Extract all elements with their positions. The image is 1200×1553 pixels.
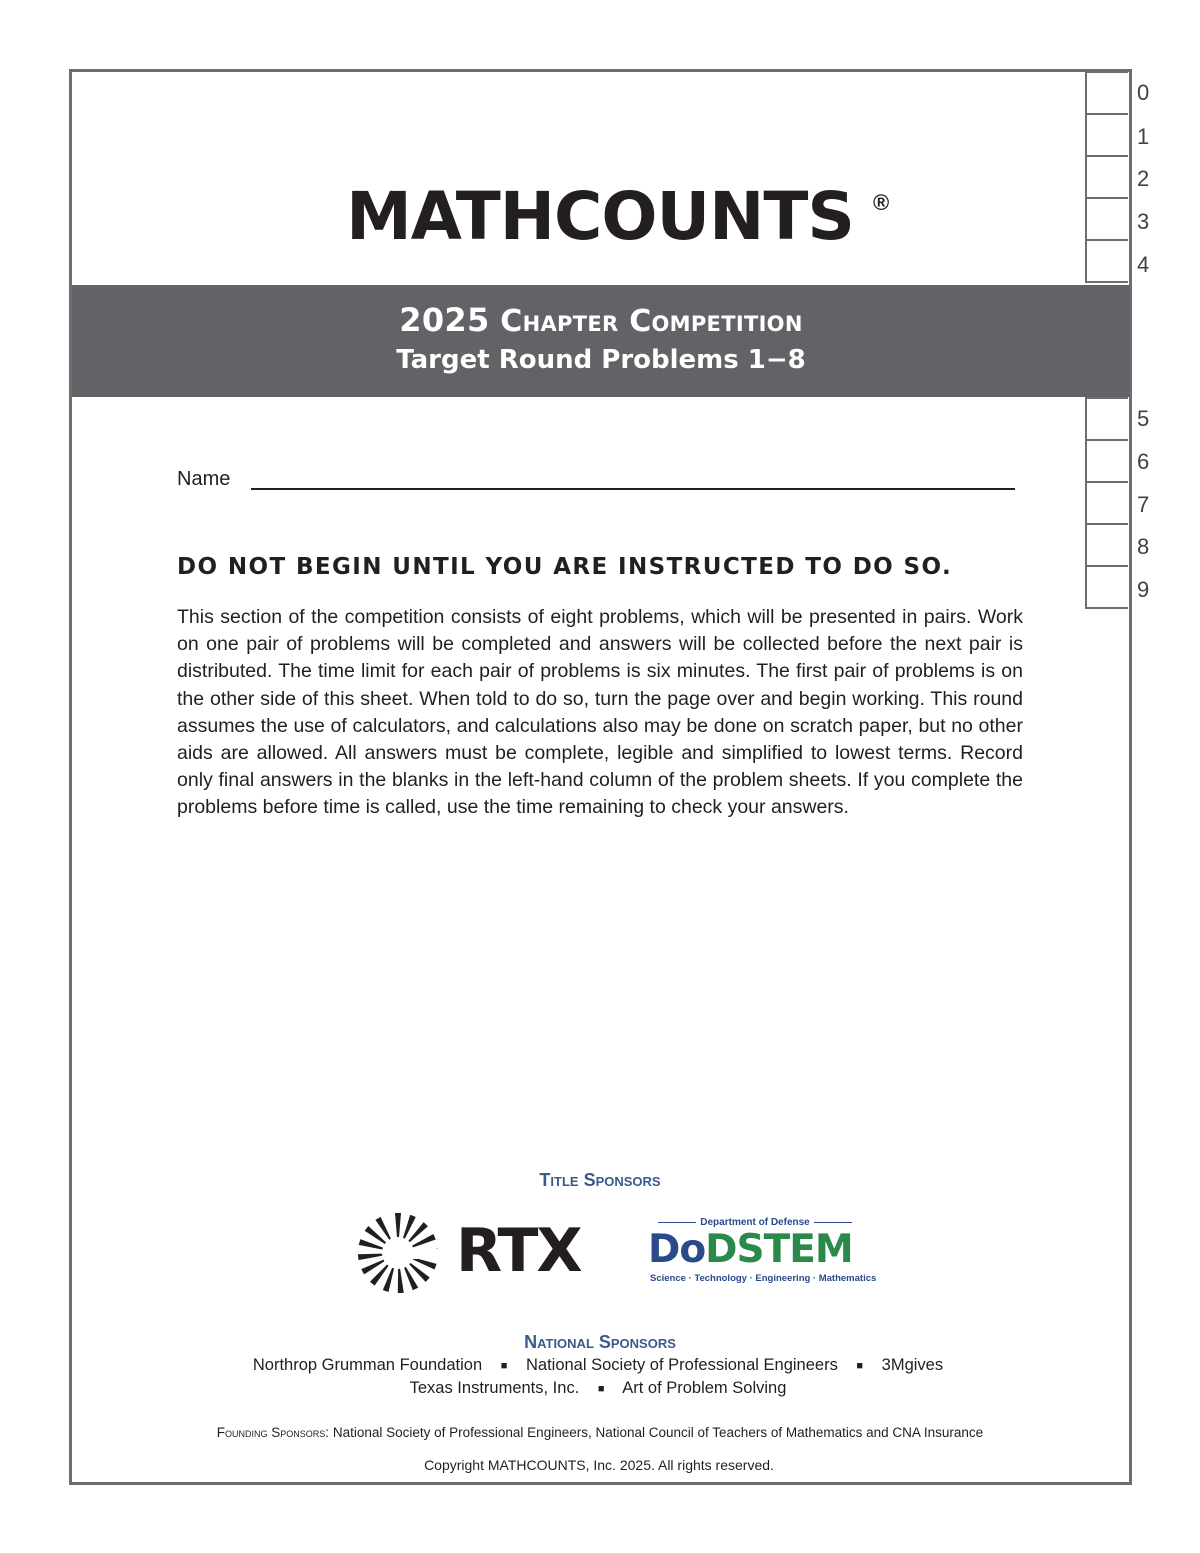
competition-name: Chapter Competition: [500, 304, 803, 339]
score-box[interactable]: [1085, 481, 1128, 523]
score-digit: 6: [1137, 449, 1150, 474]
dod-tagline: Science · Technology · Engineering · Mathematics: [650, 1273, 877, 1284]
separator-icon: ■: [856, 1359, 864, 1372]
competition-year: 2025: [399, 301, 490, 339]
mathcounts-logo: [0, 178, 1200, 255]
sponsor-name: Northrop Grumman Foundation: [252, 1356, 483, 1374]
sponsor-name: Texas Instruments, Inc.: [409, 1379, 580, 1397]
score-box[interactable]: [1085, 155, 1128, 197]
score-digit: 0: [1137, 80, 1150, 105]
score-digit: 2: [1137, 166, 1150, 191]
score-box[interactable]: [1085, 113, 1128, 155]
founding-sponsors-label: Founding Sponsors:: [216, 1425, 330, 1440]
dodstem-logo: [648, 1217, 877, 1287]
score-boxes-top: [1085, 71, 1128, 283]
score-digit: 8: [1137, 534, 1150, 559]
score-digit: 3: [1137, 209, 1150, 234]
warning-heading: DO NOT BEGIN UNTIL YOU ARE INSTRUCTED TO DO SO.: [177, 554, 953, 580]
registered-mark: ®: [873, 190, 890, 215]
rtx-logo-text: RTX: [456, 1216, 581, 1286]
score-box[interactable]: [1085, 565, 1128, 609]
founding-sponsors: [0, 1425, 1200, 1440]
score-box[interactable]: [1085, 239, 1128, 283]
copyright-notice: Copyright MATHCOUNTS, Inc. 2025. All rights reserved.: [424, 1457, 774, 1473]
logo-text: MATHCOUNTS: [346, 178, 854, 255]
score-box[interactable]: [1085, 197, 1128, 239]
separator-icon: ■: [597, 1382, 605, 1395]
title-band: [72, 285, 1130, 397]
score-digit: 1: [1137, 124, 1150, 149]
instructions-paragraph: This section of the competition consists of eight problems, which will be presented in pairs. Work on one pair of problems will be completed and answers will be collected before the next pair is distributed. The time limit for each pair of problems is six minutes. The first pair of problems is on the other side of this sheet. When told to do so, turn the page over and begin working. This round assumes the use of calculators, and calculations also may be done on scratch paper, but no other aids are allowed. All answers must be complete, legible and simplified to lowest terms. Record only final answers in the blanks in the left-hand column of the problem sheets. If you complete the problems before time is called, use the time remaining to check your answers.: [177, 606, 1023, 819]
score-digit: 7: [1137, 492, 1150, 517]
competition-title: [72, 301, 1130, 339]
name-field[interactable]: [251, 488, 1015, 490]
sponsor-name: 3Mgives: [881, 1356, 944, 1374]
national-sponsors-line-1: [0, 1356, 1196, 1375]
title-sponsors-heading: Title Sponsors: [539, 1170, 661, 1190]
dod-department-label: Department of Defense: [648, 1217, 862, 1228]
round-title: Target Round Problems 1−8: [396, 345, 806, 375]
separator-icon: ■: [500, 1359, 508, 1372]
score-digit: 9: [1137, 577, 1150, 602]
score-box[interactable]: [1085, 71, 1128, 113]
score-box[interactable]: [1085, 523, 1128, 565]
founding-sponsors-text: National Society of Professional Engineers, National Council of Teachers of Mathematics and CNA Insurance: [332, 1425, 984, 1440]
national-sponsors-heading: National Sponsors: [524, 1332, 676, 1352]
score-box[interactable]: [1085, 397, 1128, 439]
score-boxes-bottom: [1085, 397, 1128, 609]
name-label: Name: [177, 468, 231, 490]
score-digit: 4: [1137, 252, 1150, 277]
sponsor-name: Art of Problem Solving: [622, 1379, 787, 1397]
score-digit: 5: [1137, 406, 1150, 431]
national-sponsors-line-2: [0, 1379, 1196, 1398]
score-box[interactable]: [1085, 439, 1128, 481]
sponsor-name: National Society of Professional Engineers: [525, 1356, 838, 1374]
dodstem-wordmark: DoDSTEM: [648, 1227, 853, 1272]
